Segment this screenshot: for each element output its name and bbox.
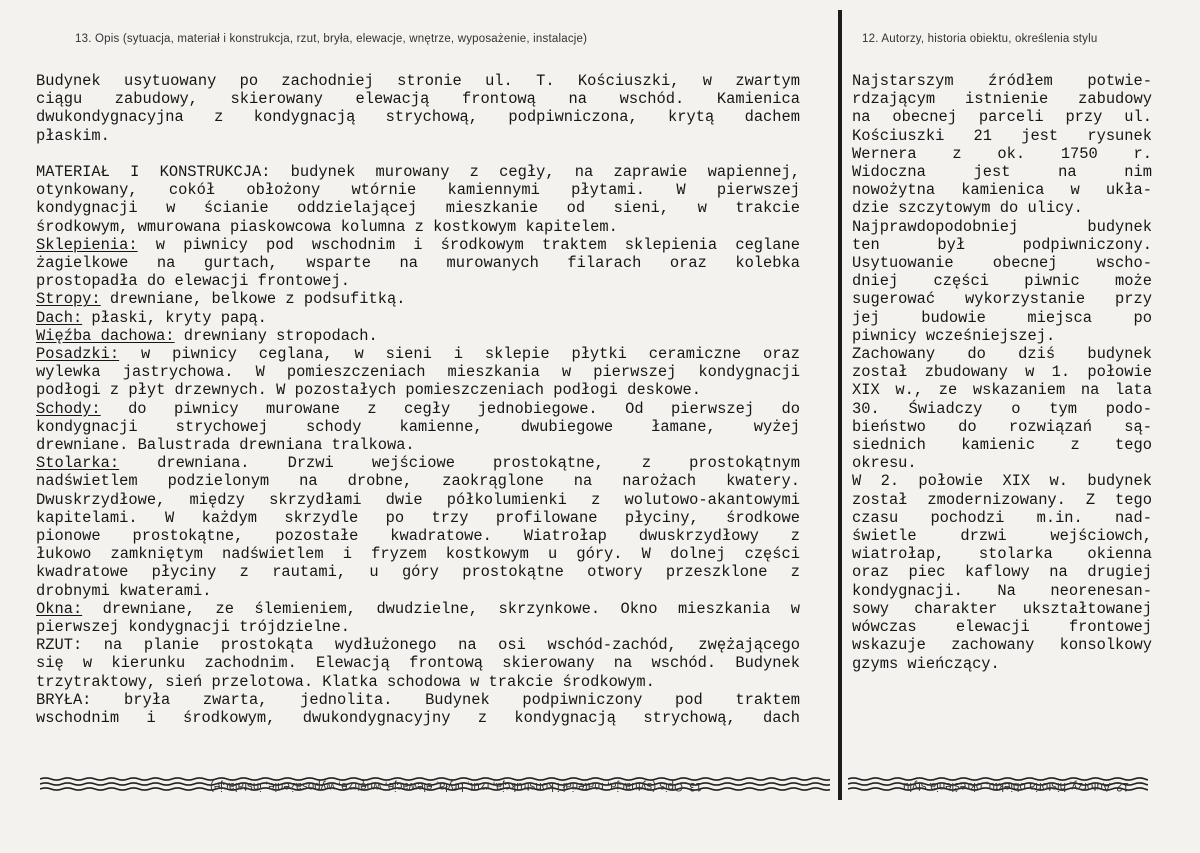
text-line: łukowo zamkniętym nadświetlem i fryzem kostkowym u góry. W dolnej części xyxy=(36,545,800,564)
text-line: ciągu zabudowy, skierowany elewacją frontową na wschód. Kamienica xyxy=(36,90,800,109)
column-divider xyxy=(838,10,842,800)
text-line: podłogi z płyt drzewnych. W pozostałych pomieszczeniach podłogi deskowe. xyxy=(36,381,701,400)
mirrored-header-right: 12. Autorzy, historia obiektu, określenia stylu xyxy=(903,780,1130,792)
text-line: kapitelami. W każdym skrzydle po trzy profilowane płyciny, środkowe xyxy=(36,508,800,527)
section-13-header: 13. Opis (sytuacja, materiał i konstrukcja, rzut, bryła, elewacje, wnętrze, wyposażenie, instalacje) xyxy=(75,33,588,45)
text-line: Dach: płaski, kryty papą. xyxy=(36,308,267,327)
text-line: rdzającym istnienie zabudowy xyxy=(852,90,1152,109)
text-line: został zbudowany w 1. połowie xyxy=(852,363,1152,382)
text-line: sowy charakter ukształtowanej xyxy=(852,599,1152,618)
text-line: pionowe prostokątne, pozostałe kwadratowe. Wiatrołap dwuskrzydłowy z xyxy=(36,527,800,546)
text-line: jej budowie miejsca po xyxy=(852,308,1152,327)
section-label: Posadzki: xyxy=(36,345,120,364)
text-line: Więźba dachowa: drewniany stropodach. xyxy=(36,326,378,345)
text-line: Stropy: drewniane, belkowe z podsufitką. xyxy=(36,290,406,309)
text-line: XIX w., ze wskazaniem na lata xyxy=(852,381,1152,400)
section-label: Dach: xyxy=(36,308,83,327)
text-line: Wernera z ok. 1750 r. xyxy=(852,144,1152,163)
text-line: Budynek usytuowany po zachodniej stronie ul. T. Kościuszki, w zwartym xyxy=(36,72,800,90)
section-label: Stropy: xyxy=(36,290,101,309)
text-line: środkowym, wmurowana piaskowcowa kolumna z kostkowym kapitelem. xyxy=(36,217,618,236)
section-label: MATERIAŁ I KONSTRUKCJA: xyxy=(36,163,271,181)
text-line: dwukondygnacyjna z kondygnacją strychową, podpiwniczona, krytą dachem xyxy=(36,108,800,127)
text-line: nadświetlem podzielonym na drobne, zaokrąglone na narożach kwatery. xyxy=(36,472,800,491)
text-line: kondygnacji. Na neorenesan- xyxy=(852,581,1152,600)
text-line: bieństwo do rozwiązań są- xyxy=(852,417,1152,436)
text-line: trzytraktowy, sień przelotowa. Klatka schodowa w trakcie środkowym. xyxy=(36,672,655,691)
description-text xyxy=(36,72,800,727)
footer-wave-left xyxy=(40,772,830,802)
text-line: Zachowany do dziś budynek xyxy=(852,345,1152,364)
text-line: drobnymi kwaterami. xyxy=(36,581,212,600)
text-line: kwadratowe płyciny z rautami, u góry prostokątne otwory przeszklone z xyxy=(36,563,800,582)
section-12-header: 12. Autorzy, historia obiektu, określenia stylu xyxy=(862,33,1098,45)
text-line: czasu pochodzi m.in. nad- xyxy=(852,508,1152,527)
text-line: Stolarka: drewniana. Drzwi wejściowe prostokątne, z prostokątnym xyxy=(36,454,800,473)
section-label: Stolarka: xyxy=(36,454,120,473)
mirrored-header-left: 13. Opis (sytuacja, materiał i konstrukcja, rzut, bryła, elewacje, wnętrze, wyposażenie, instalacje) xyxy=(210,780,703,792)
paragraph-gap xyxy=(36,145,800,163)
text-line: się w kierunku zachodnim. Elewacją frontową skierowany na wschód. Budynek xyxy=(36,654,800,673)
text-line: płaskim. xyxy=(36,126,110,145)
section-label: Więźba dachowa: xyxy=(36,326,175,345)
text-line: gzyms wieńczący. xyxy=(852,654,1000,673)
text-line: wiatrołap, stolarka okienna xyxy=(852,545,1152,564)
text-line: okresu. xyxy=(852,454,917,473)
text-line: Najstarszym źródłem potwie- xyxy=(852,72,1152,90)
text-line: został zmodernizowany. Z tego xyxy=(852,490,1152,509)
text-line: nowożytna kamienica w ukła- xyxy=(852,181,1152,200)
text-line: Widoczna jest na nim xyxy=(852,163,1152,182)
text-line: RZUT: na planie prostokąta wydłużonego na osi wschód-zachód, zwężającego xyxy=(36,636,800,655)
text-line: prostopadła do elewacji frontowej. xyxy=(36,272,351,291)
text-line: piwnicy wcześniejszej. xyxy=(852,326,1056,345)
section-label: Okna: xyxy=(36,599,83,618)
text-line: otynkowany, cokół obłożony wtórnie kamiennymi płytami. W pierwszej xyxy=(36,181,800,200)
section-label: RZUT: xyxy=(36,636,83,655)
text-line: Sklepienia: w piwnicy pod wschodnim i środkowym traktem sklepienia ceglane xyxy=(36,235,800,254)
text-line: Kościuszki 21 jest rysunek xyxy=(852,126,1152,145)
section-label: Schody: xyxy=(36,399,101,418)
text-line: Posadzki: w piwnicy ceglana, w sieni i sklepie płytki ceramiczne oraz xyxy=(36,345,800,364)
text-line: świetle drzwi wejściowch, xyxy=(852,527,1152,546)
text-line: na obecnej parceli przy ul. xyxy=(852,108,1152,127)
text-line: ten był podpiwniczony. xyxy=(852,235,1152,254)
text-line: pierwszej kondygnacji trójdzielne. xyxy=(36,618,351,637)
text-line: BRYŁA: bryła zwarta, jednolita. Budynek podpiwniczony pod traktem xyxy=(36,690,800,709)
text-line: dzie szczytowym do ulicy. xyxy=(852,199,1083,218)
text-line: 30. Świadczy o tym podo- xyxy=(852,399,1152,418)
text-line: MATERIAŁ I KONSTRUKCJA: budynek murowany z cegły, na zaprawie wapiennej, xyxy=(36,163,800,181)
text-line: Najprawdopodobniej budynek xyxy=(852,217,1152,236)
text-line: Dwuskrzydłowe, między skrzydłami dwie półkolumienki z wolutowo-akantowymi xyxy=(36,490,800,509)
text-line: dniej części piwnic może xyxy=(852,272,1152,291)
text-line: wschodnim i środkowym, dwukondygnacyjny z kondygnacją strychową, dach xyxy=(36,709,800,728)
text-line: siednich kamienic z tego xyxy=(852,436,1152,455)
text-line: oraz piec kaflowy na drugiej xyxy=(852,563,1152,582)
footer-wave-right xyxy=(848,772,1148,802)
text-line: Okna: drewniane, ze ślemieniem, dwudzielne, skrzynkowe. Okno mieszkania w xyxy=(36,599,800,618)
text-line: sugerować wykorzystanie przy xyxy=(852,290,1152,309)
history-text xyxy=(852,72,1152,673)
text-line: Usytuowanie obecnej wscho- xyxy=(852,254,1152,273)
text-line: W 2. połowie XIX w. budynek xyxy=(852,472,1152,491)
text-line: kondygnacji w ścianie oddzielającej mieszkanie od sieni, w trakcie xyxy=(36,199,800,218)
section-label: Sklepienia: xyxy=(36,235,138,254)
section-label: BRYŁA: xyxy=(36,690,92,709)
text-line: żagielkowe na gurtach, wsparte na murowanych filarach oraz kolebka xyxy=(36,254,800,273)
text-line: wskazuje zachowany konsolkowy xyxy=(852,636,1152,655)
text-line: wówczas elewacji frontowej xyxy=(852,618,1152,637)
text-line: kondygnacji strychowej schody kamienne, dwubiegowe łamane, wyżej xyxy=(36,417,800,436)
text-line: wylewka jastrychowa. W pomieszczeniach mieszkania w pierwszej kondygnacji xyxy=(36,363,800,382)
text-line: Schody: do piwnicy murowane z cegły jednobiegowe. Od pierwszej do xyxy=(36,399,800,418)
text-line: drewniane. Balustrada drewniana tralkowa. xyxy=(36,436,415,455)
